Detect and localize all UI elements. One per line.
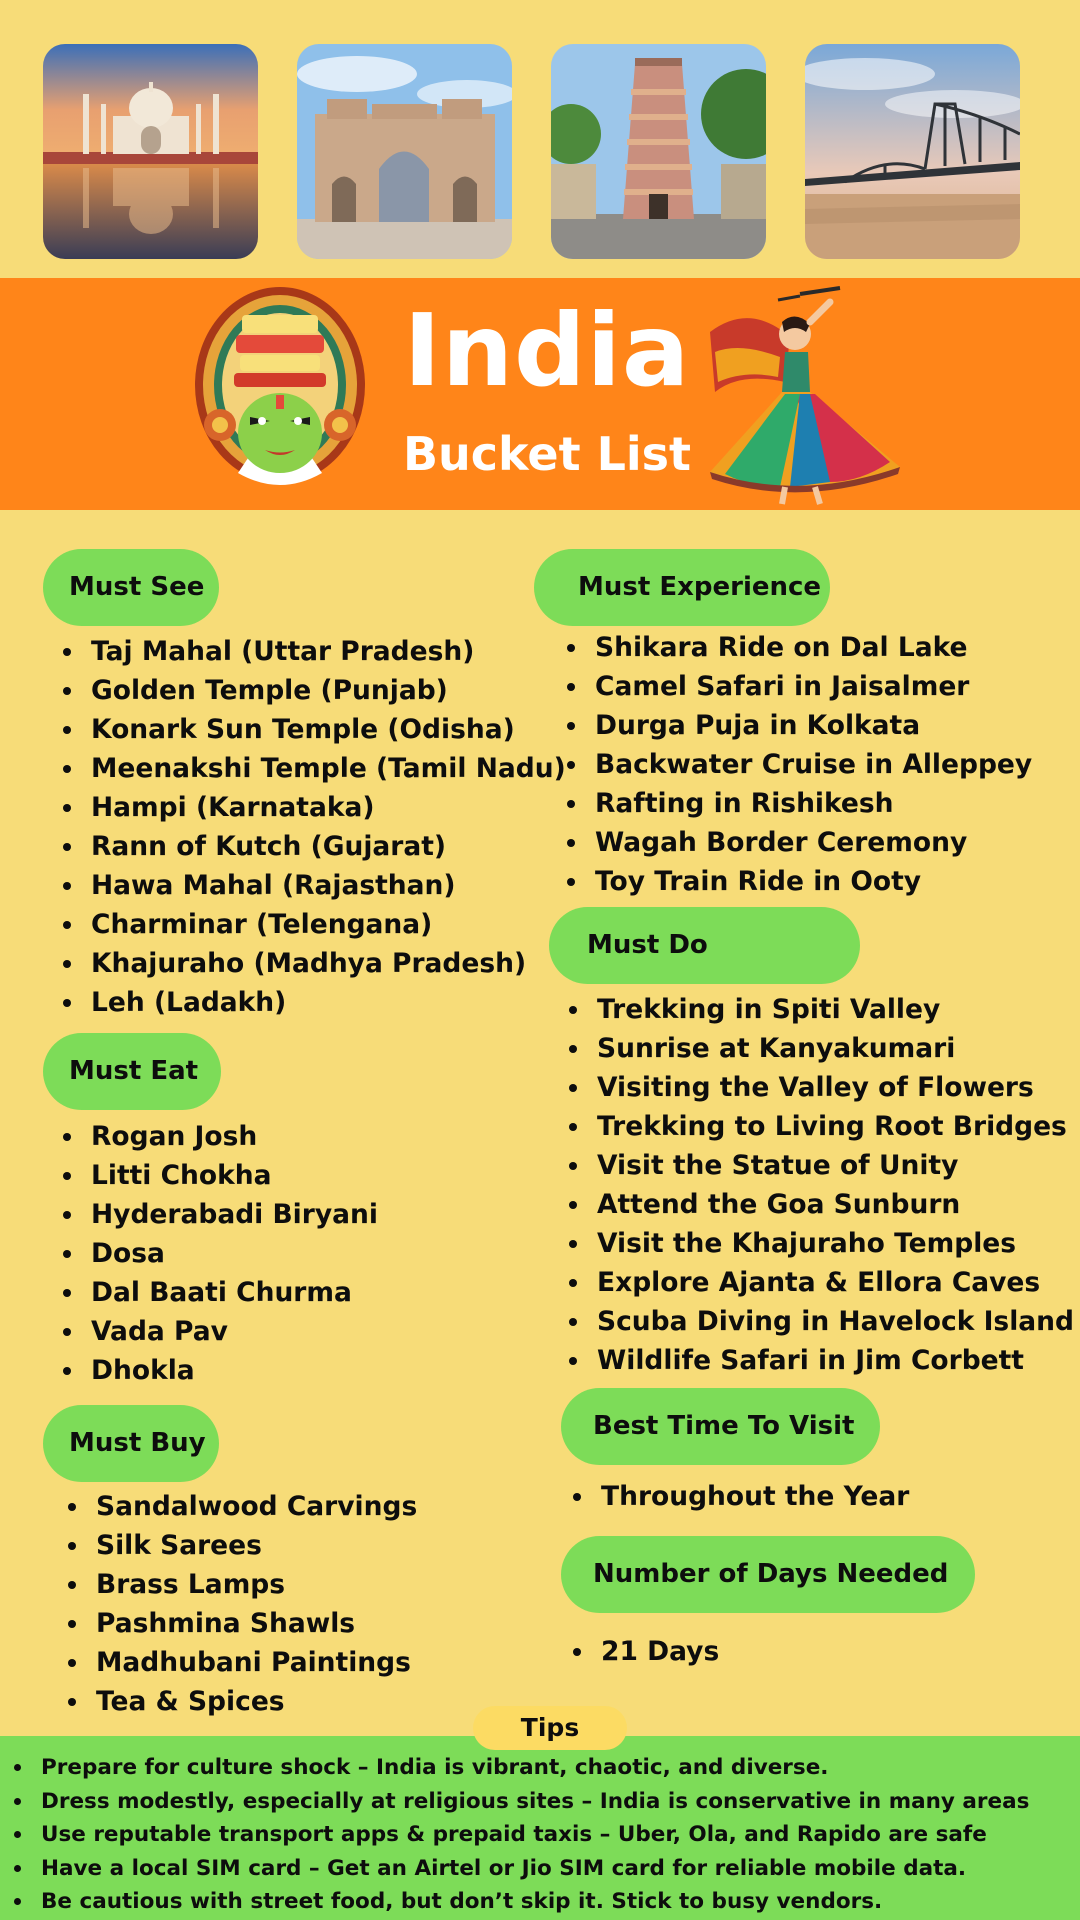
list-item: Toy Train Ride in Ooty: [567, 862, 1032, 901]
list-item: Taj Mahal (Uttar Pradesh): [63, 632, 566, 671]
list-item: Leh (Ladakh): [63, 983, 566, 1022]
page-subtitle: Bucket List: [402, 427, 692, 481]
list-item: Sunrise at Kanyakumari: [569, 1029, 1074, 1068]
list-item: Golden Temple (Punjab): [63, 671, 566, 710]
list-item: Hampi (Karnataka): [63, 788, 566, 827]
days-needed-pill: Number of Days Needed: [561, 1536, 975, 1613]
tips-heading: Tips: [473, 1706, 627, 1750]
list-item: Wildlife Safari in Jim Corbett: [569, 1341, 1074, 1380]
must-buy-pill: Must Buy: [43, 1405, 219, 1482]
list-item: Visit the Statue of Unity: [569, 1146, 1074, 1185]
list-item: Shikara Ride on Dal Lake: [567, 628, 1032, 667]
list-item: Wagah Border Ceremony: [567, 823, 1032, 862]
list-item: Vada Pav: [63, 1312, 378, 1351]
list-item: Throughout the Year: [573, 1477, 909, 1516]
page-title: India: [403, 292, 691, 409]
list-item: Brass Lamps: [68, 1565, 417, 1604]
list-item: Konark Sun Temple (Odisha): [63, 710, 566, 749]
tips-list: [14, 1751, 1029, 1919]
list-item: Camel Safari in Jaisalmer: [567, 667, 1032, 706]
list-item: 21 Days: [573, 1632, 719, 1671]
list-item: Use reputable transport apps & prepaid taxis – Uber, Ola, and Rapido are safe: [14, 1818, 1029, 1852]
list-item: Rann of Kutch (Gujarat): [63, 827, 566, 866]
list-item: Pashmina Shawls: [68, 1604, 417, 1643]
list-item: Dress modestly, especially at religious sites – India is conservative in many areas: [14, 1785, 1029, 1819]
list-item: Tea & Spices: [68, 1682, 417, 1721]
list-item: Dosa: [63, 1234, 378, 1273]
list-item: Attend the Goa Sunburn: [569, 1185, 1074, 1224]
list-item: Litti Chokha: [63, 1156, 378, 1195]
list-item: Rogan Josh: [63, 1117, 378, 1156]
list-item: Khajuraho (Madhya Pradesh): [63, 944, 566, 983]
list-item: Visit the Khajuraho Temples: [569, 1224, 1074, 1263]
must-eat-list: [63, 1117, 378, 1390]
howrah-bridge-photo: [805, 44, 1020, 259]
list-item: Trekking to Living Root Bridges: [569, 1107, 1074, 1146]
list-item: Charminar (Telengana): [63, 905, 566, 944]
list-item: Prepare for culture shock – India is vibrant, chaotic, and diverse.: [14, 1751, 1029, 1785]
list-item: Durga Puja in Kolkata: [567, 706, 1032, 745]
list-item: Dhokla: [63, 1351, 378, 1390]
list-item: Have a local SIM card – Get an Airtel or Jio SIM card for reliable mobile data.: [14, 1852, 1029, 1886]
list-item: Hawa Mahal (Rajasthan): [63, 866, 566, 905]
list-item: Backwater Cruise in Alleppey: [567, 745, 1032, 784]
list-item: Be cautious with street food, but don’t skip it. Stick to busy vendors.: [14, 1885, 1029, 1919]
taj-mahal-photo: [43, 44, 258, 259]
dancer-illustration: [690, 282, 910, 507]
best-time-list: [573, 1477, 909, 1516]
days-needed-list: [573, 1632, 719, 1671]
must-buy-list: [68, 1487, 417, 1721]
must-see-list: [63, 632, 566, 1022]
list-item: Explore Ajanta & Ellora Caves: [569, 1263, 1074, 1302]
list-item: Scuba Diving in Havelock Island: [569, 1302, 1074, 1341]
must-see-pill: Must See: [43, 549, 219, 626]
must-do-pill: Must Do: [549, 907, 860, 984]
must-do-list: [569, 990, 1074, 1380]
gateway-of-india-photo: [297, 44, 512, 259]
list-item: Rafting in Rishikesh: [567, 784, 1032, 823]
list-item: Hyderabadi Biryani: [63, 1195, 378, 1234]
temple-gopuram-photo: [551, 44, 766, 259]
list-item: Sandalwood Carvings: [68, 1487, 417, 1526]
list-item: Dal Baati Churma: [63, 1273, 378, 1312]
list-item: Trekking in Spiti Valley: [569, 990, 1074, 1029]
list-item: Silk Sarees: [68, 1526, 417, 1565]
must-experience-pill: Must Experience: [534, 549, 830, 626]
list-item: Visiting the Valley of Flowers: [569, 1068, 1074, 1107]
list-item: Meenakshi Temple (Tamil Nadu): [63, 749, 566, 788]
list-item: Madhubani Paintings: [68, 1643, 417, 1682]
best-time-pill: Best Time To Visit: [561, 1388, 880, 1465]
must-eat-pill: Must Eat: [43, 1033, 221, 1110]
must-experience-list: [567, 628, 1032, 901]
